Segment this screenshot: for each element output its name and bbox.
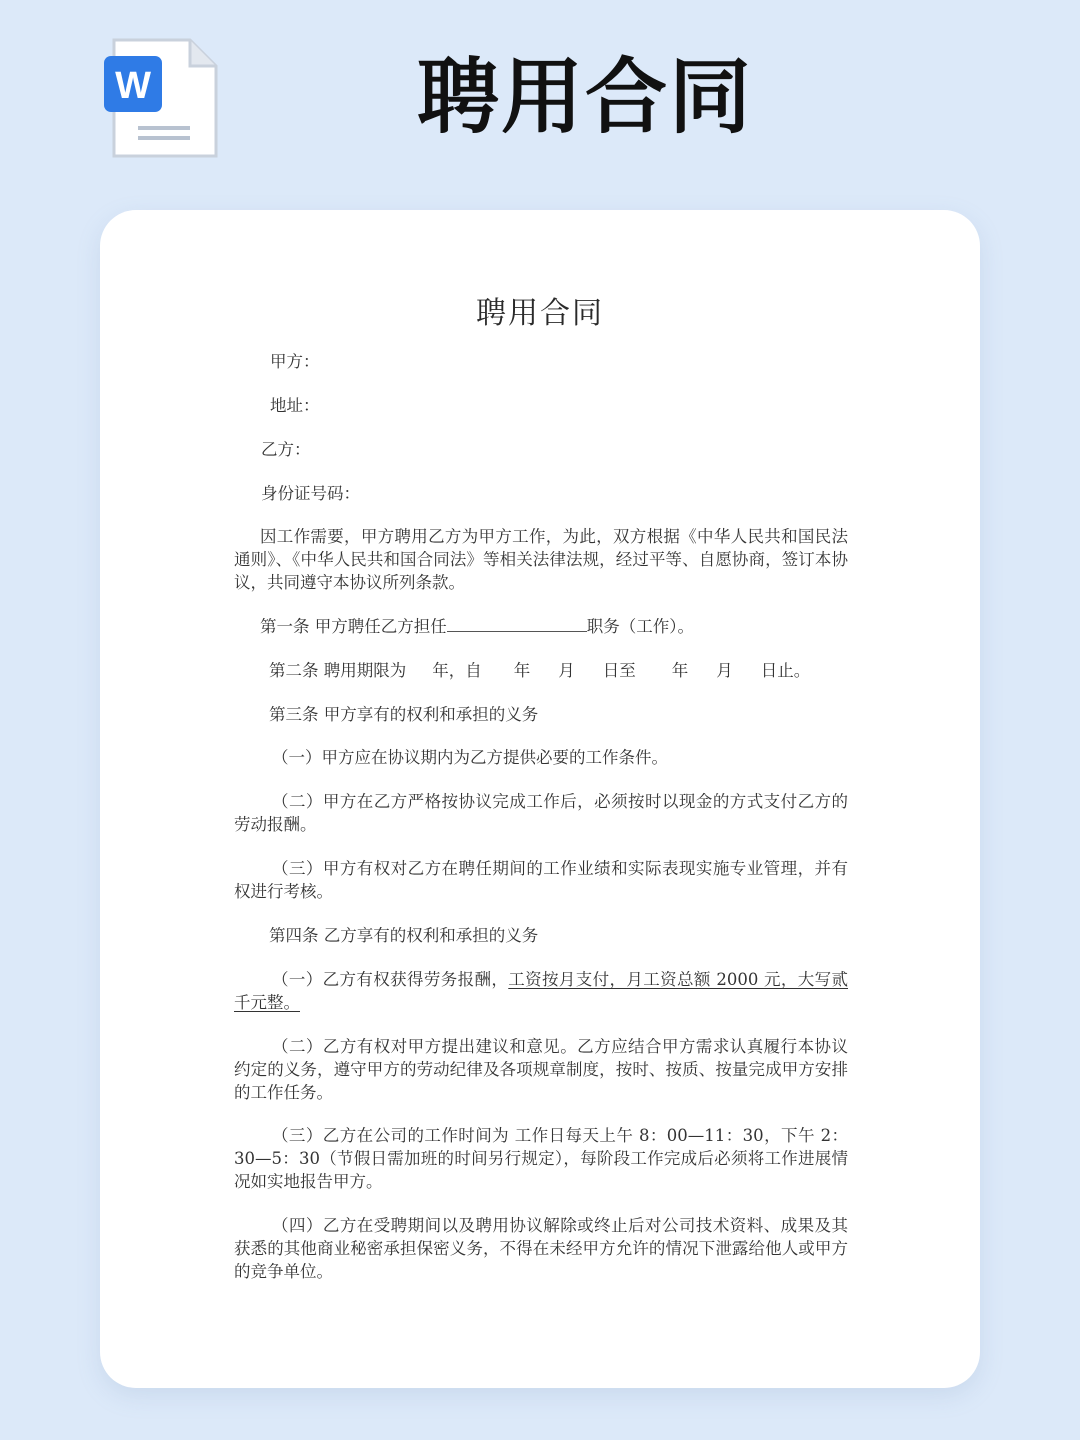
article-1-prefix: 第一条 甲方聘任乙方担任 bbox=[260, 617, 447, 636]
article-1 bbox=[260, 615, 694, 638]
article-3-heading: 第三条 甲方享有的权利和承担的义务 bbox=[269, 705, 539, 724]
article-1-suffix: 职务（工作）。 bbox=[586, 617, 694, 636]
article-4-item-1 bbox=[234, 968, 848, 1014]
article-2 bbox=[269, 659, 810, 682]
party-b-label: 乙方： bbox=[261, 440, 311, 459]
article-2-start-day: 日至 bbox=[602, 661, 636, 680]
article-2-years: 年，自 bbox=[432, 661, 482, 680]
article-2-end-month: 月 bbox=[716, 661, 733, 680]
article-3-item-1: （一）甲方应在协议期内为乙方提供必要的工作条件。 bbox=[272, 748, 668, 767]
article-4-item-2: （二）乙方有权对甲方提出建议和意见。乙方应结合甲方需求认真履行本协议约定的义务，遵守甲方的劳动纪律及各项规章制度，按时、按质、按量完成甲方安排的工作任务。 bbox=[234, 1037, 848, 1102]
article-4-item-4: （四）乙方在受聘期间以及聘用协议解除或终止后对公司技术资料、成果及其获悉的其他商业秘密承担保密义务，不得在未经甲方允许的情况下泄露给他人或甲方的竞争单位。 bbox=[234, 1216, 848, 1281]
document-title: 聘用合同 bbox=[476, 296, 604, 331]
article-2-start-year: 年 bbox=[513, 661, 531, 680]
salary-terms: 工资按月支付，月工资总额 2000 元，大写贰千元整。 bbox=[234, 970, 849, 1012]
article-2-start-month: 月 bbox=[558, 661, 575, 680]
page-title: 聘用合同 bbox=[416, 50, 753, 145]
article-4-item-3: （三）乙方在公司的工作时间为 工作日每天上午 8：00—11：30，下午 2：30—5：30（节假日需加班的时间另行规定），每阶段工作完成后必须将工作进展情况如实地报告甲方。 bbox=[234, 1126, 848, 1191]
document-card bbox=[100, 210, 980, 1388]
id-number-label: 身份证号码： bbox=[261, 484, 360, 503]
word-icon-letter: W bbox=[115, 65, 151, 107]
position-blank bbox=[447, 615, 587, 632]
article-2-prefix: 第二条 聘用期限为 bbox=[269, 661, 407, 680]
article-2-end-day: 日止。 bbox=[760, 661, 811, 680]
article-4-item-1-prefix: （一）乙方有权获得劳务报酬， bbox=[272, 970, 509, 989]
article-4-heading: 第四条 乙方享有的权利和承担的义务 bbox=[269, 926, 539, 945]
address-label: 地址： bbox=[270, 396, 320, 415]
article-3-item-2: （二）甲方在乙方严格按协议完成工作后，必须按时以现金的方式支付乙方的劳动报酬。 bbox=[234, 792, 848, 834]
article-2-end-year: 年 bbox=[671, 661, 689, 680]
party-a-label: 甲方： bbox=[270, 352, 320, 371]
article-3-item-3: （三）甲方有权对乙方在聘任期间的工作业绩和实际表现实施专业管理，并有权进行考核。 bbox=[234, 859, 848, 901]
preamble-paragraph: 因工作需要，甲方聘用乙方为甲方工作，为此，双方根据《中华人民共和国民法通则》、《中华人民共和国合同法》等相关法律法规，经过平等、自愿协商，签订本协议，共同遵守本协议所列条款。 bbox=[234, 527, 848, 592]
